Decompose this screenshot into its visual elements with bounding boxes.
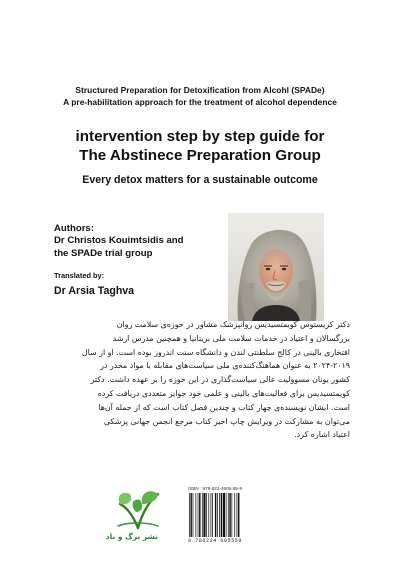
barcode-image <box>188 493 260 537</box>
barcode-bar <box>198 493 199 537</box>
barcode-bar <box>226 493 227 537</box>
bio-line: دکتر کریستوس کویمتسیدیس روانپزشک مشاور در حوزه‌ی سلامت روان <box>116 320 350 329</box>
barcode-bar <box>202 493 203 537</box>
barcode-bar <box>189 493 190 537</box>
title-line-1: intervention step by step guide for <box>75 128 325 145</box>
author-line-1: Dr Christos Kouimtsidis and <box>54 235 184 246</box>
bio-line: بزرگسالان و اعتیاد در خدمات سلامت ملی بریتانیا و همچنین مدرس ارشد <box>112 333 350 343</box>
bio-line: ۲۰۲۴-۲۰۱۹ به عنوان هماهنگ‌کننده‌ی ملی سیاست‌های مقابله با مواد مخدر در <box>100 361 350 371</box>
subtitle-line-2: A pre-habilitation approach for the treatment of alcohol dependence <box>63 97 337 107</box>
barcode-bar <box>231 493 232 537</box>
barcode-bar <box>221 493 222 537</box>
author-portrait-image <box>228 213 324 321</box>
translation-block <box>54 271 214 299</box>
author-photo <box>228 213 324 321</box>
barcode-bar <box>208 493 209 537</box>
bio-line: است. ایشان نویسنده‌ی چهار کتاب و چندین فصل کتاب است که از جمله آن‌ها <box>98 402 350 412</box>
barcode-bar <box>193 493 194 537</box>
barcode-bar <box>238 493 239 537</box>
title-line-2: The Abstinece Preparation Group <box>79 146 321 164</box>
barcode-bar <box>229 493 230 537</box>
barcode-bar <box>212 493 213 537</box>
barcode-bar <box>228 493 229 537</box>
book-tagline: Every detox matters for a sustainable outcome <box>82 174 318 186</box>
barcode-bar <box>190 493 191 537</box>
barcode-bar <box>215 493 216 537</box>
barcode-bar <box>206 493 207 537</box>
author-line-2: the SPADe trial group <box>54 247 153 259</box>
subtitle-line-1: Structured Preparation for Detoxification from Alcohl (SPADe) <box>75 85 325 95</box>
book-title <box>14 128 386 165</box>
book-subtitle <box>22 84 378 108</box>
barcode-bar <box>211 493 212 537</box>
authors-block <box>54 223 214 260</box>
bio-line: کشور یونان مسوولیت عالی سیاست‌گذاری در این حوزه را بر عهده داشت. دکتر <box>90 375 350 385</box>
bio-line: می‌توان به مشارکت در ویرایش چاپ اخیر کتاب مرجع انجمن جهانی پزشکی <box>103 416 350 426</box>
bio-line: افتخاری بالینی در کالج سلطنتی لندن و دانشگاه سنت اندروز بوده است. او از سال <box>81 347 350 357</box>
translator-name: Dr Arsia Taghva <box>54 285 135 297</box>
translated-by-label: Translated by: <box>54 271 105 280</box>
barcode-bar <box>219 493 220 537</box>
bio-line: اعتیاد اشاره کرد. <box>294 430 350 440</box>
barcode-bar <box>203 493 205 537</box>
barcode-bar <box>237 493 238 537</box>
barcode-bar <box>199 493 200 537</box>
publisher-name: نشر برگ و باد <box>105 532 158 541</box>
isbn-barcode-block <box>188 486 260 544</box>
bio-line: کویمتسیدیس برای فعالیت‌های بالینی و علمی خود جوایز متعددی دریافت کرده <box>97 388 350 398</box>
barcode-bar <box>217 493 218 537</box>
isbn-label: ISBN : 978-622-4605-55-9 <box>188 486 242 491</box>
authors-heading: Authors: <box>54 223 94 234</box>
barcode-digits: 9 786224 605559 <box>188 538 243 544</box>
barcode-bar <box>223 493 225 537</box>
author-biography <box>52 318 350 442</box>
barcode-bar <box>195 493 196 537</box>
barcode-bar <box>234 493 235 537</box>
